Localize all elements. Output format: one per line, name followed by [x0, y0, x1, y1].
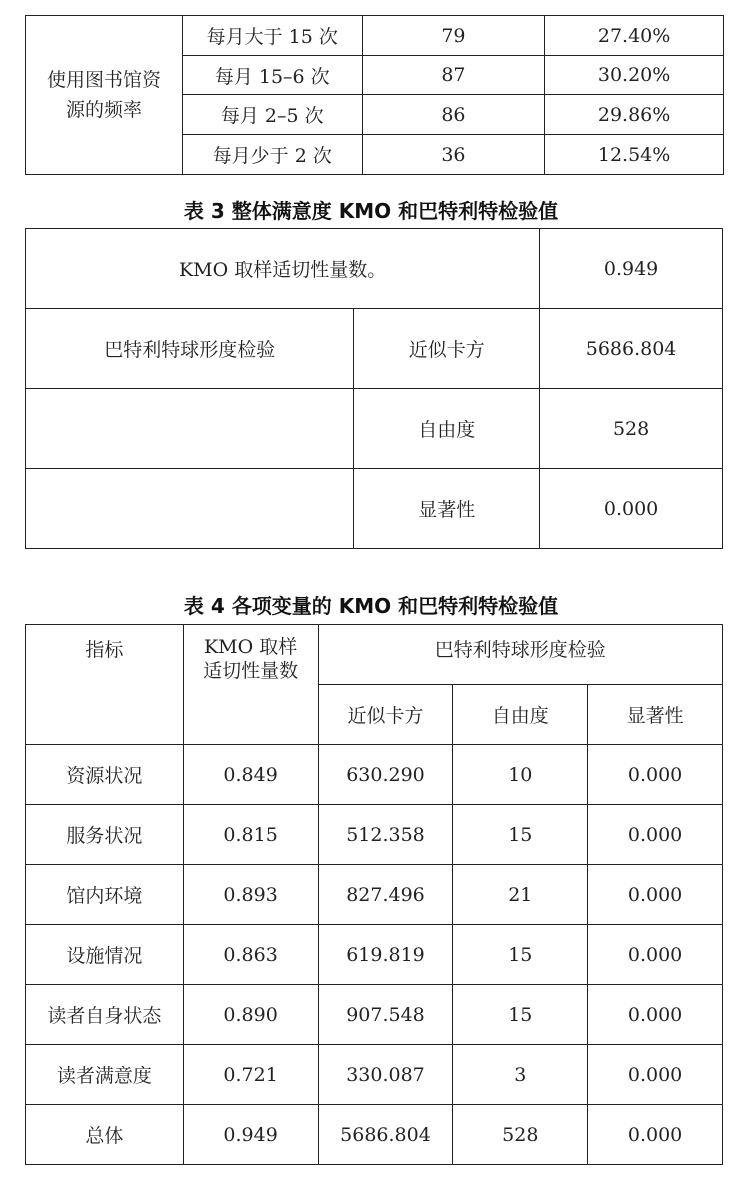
row-name: 资源状况: [26, 745, 184, 805]
freq-pct: 30.20%: [545, 56, 724, 95]
row-kmo: 0.949: [183, 1105, 318, 1165]
row-kmo: 0.893: [183, 865, 318, 925]
frequency-group-label-text: 使用图书馆资源的频率: [46, 69, 161, 121]
row-df: 528: [453, 1105, 588, 1165]
row-chi: 330.087: [318, 1045, 453, 1105]
row-kmo: 0.863: [183, 925, 318, 985]
header-kmo: [183, 625, 318, 745]
freq-label: 每月 2–5 次: [182, 95, 362, 135]
row-df: 3: [453, 1045, 588, 1105]
row-sig: 0.000: [588, 805, 723, 865]
row-sig: 0.000: [588, 865, 723, 925]
table-row: [26, 745, 723, 805]
freq-count: 36: [362, 135, 545, 175]
freq-count: 87: [362, 56, 545, 95]
table-row: [26, 805, 723, 865]
freq-label: 每月 15–6 次: [182, 56, 362, 95]
row-name: 读者自身状态: [26, 985, 184, 1045]
row-df: 15: [453, 985, 588, 1045]
table4: [25, 624, 723, 1165]
row-name: 馆内环境: [26, 865, 184, 925]
empty-cell: [26, 469, 354, 549]
row-df: 15: [453, 925, 588, 985]
row-chi: 630.290: [318, 745, 453, 805]
row-sig: 0.000: [588, 985, 723, 1045]
header-kmo-text: KMO 取样适切性量数: [203, 636, 299, 682]
frequency-table: [25, 15, 724, 175]
freq-pct: 12.54%: [545, 135, 724, 175]
row-sig: 0.000: [588, 925, 723, 985]
frequency-group-label: [26, 16, 183, 175]
row-df: 21: [453, 865, 588, 925]
row-kmo: 0.721: [183, 1045, 318, 1105]
bartlett-stat-value: 5686.804: [540, 309, 723, 389]
freq-count: 86: [362, 95, 545, 135]
kmo-value: 0.949: [540, 229, 723, 309]
row-df: 10: [453, 745, 588, 805]
row-name: 总体: [26, 1105, 184, 1165]
bartlett-stat-value: 0.000: [540, 469, 723, 549]
table-row: [26, 985, 723, 1045]
table4-title: 表 4 各项变量的 KMO 和巴特利特检验值: [183, 594, 559, 618]
row-chi: 907.548: [318, 985, 453, 1045]
row-chi: 512.358: [318, 805, 453, 865]
table-row: [26, 925, 723, 985]
header-indicator: 指标: [26, 625, 184, 745]
row-sig: 0.000: [588, 1045, 723, 1105]
table-row: [26, 1045, 723, 1105]
row-kmo: 0.815: [183, 805, 318, 865]
freq-pct: 29.86%: [545, 95, 724, 135]
table3: [25, 228, 723, 549]
table-row: [26, 865, 723, 925]
header-df: 自由度: [453, 685, 588, 745]
row-chi: 5686.804: [318, 1105, 453, 1165]
table3-title: 表 3 整体满意度 KMO 和巴特利特检验值: [183, 199, 559, 223]
row-name: 读者满意度: [26, 1045, 184, 1105]
bartlett-stat-label: 显著性: [354, 469, 540, 549]
bartlett-stat-value: 528: [540, 389, 723, 469]
kmo-label: KMO 取样适切性量数。: [26, 229, 540, 309]
row-kmo: 0.849: [183, 745, 318, 805]
row-chi: 619.819: [318, 925, 453, 985]
bartlett-stat-label: 自由度: [354, 389, 540, 469]
row-chi: 827.496: [318, 865, 453, 925]
table-row: [26, 1105, 723, 1165]
freq-pct: 27.40%: [545, 16, 724, 56]
freq-label: 每月大于 15 次: [182, 16, 362, 56]
header-chi: 近似卡方: [318, 685, 453, 745]
row-kmo: 0.890: [183, 985, 318, 1045]
row-name: 服务状况: [26, 805, 184, 865]
freq-count: 79: [362, 16, 545, 56]
freq-label: 每月少于 2 次: [182, 135, 362, 175]
row-name: 设施情况: [26, 925, 184, 985]
bartlett-stat-label: 近似卡方: [354, 309, 540, 389]
row-sig: 0.000: [588, 1105, 723, 1165]
row-sig: 0.000: [588, 745, 723, 805]
empty-cell: [26, 389, 354, 469]
row-df: 15: [453, 805, 588, 865]
bartlett-label: 巴特利特球形度检验: [26, 309, 354, 389]
header-bartlett: 巴特利特球形度检验: [318, 625, 722, 685]
header-sig: 显著性: [588, 685, 723, 745]
